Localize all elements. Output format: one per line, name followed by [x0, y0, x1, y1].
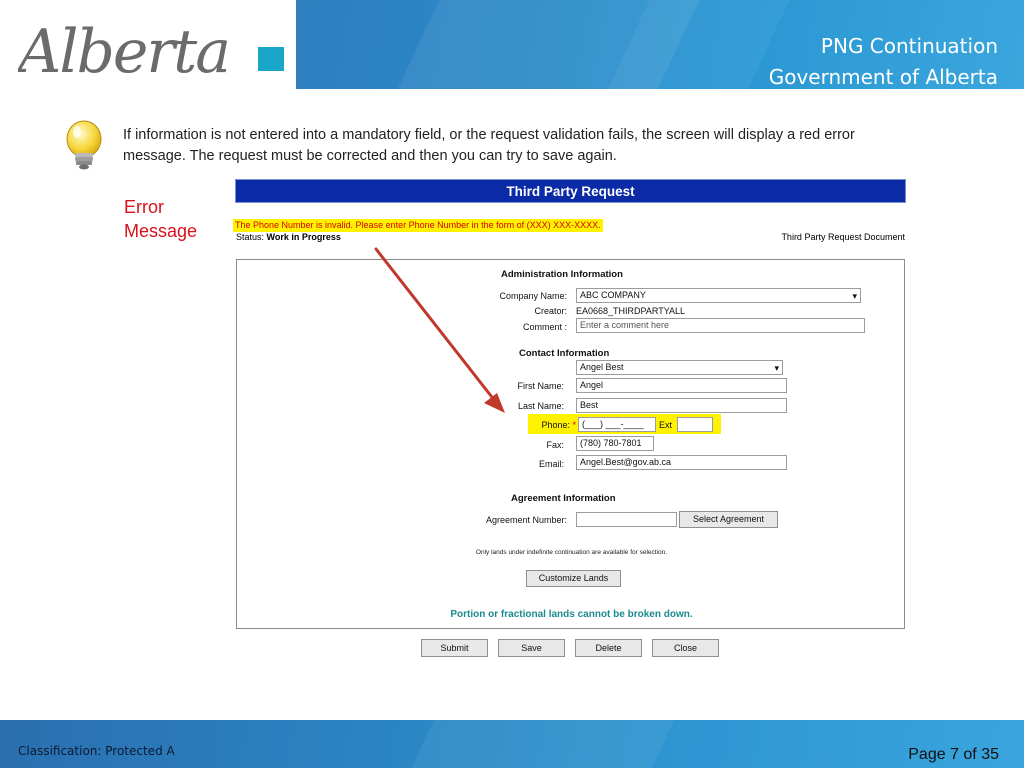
intro-text: If information is not entered into a mandatory field, or the request validation fails, the screen will display a red error message. The request must be corrected and then you can try to save again. — [123, 127, 855, 164]
logo-area — [0, 0, 296, 89]
svg-text:Alberta: Alberta — [18, 17, 229, 85]
contact-select-value: Angel Best — [580, 362, 624, 372]
creator-label: Creator: — [534, 306, 567, 316]
company-value: ABC COMPANY — [580, 290, 646, 300]
classification-label: Classification: Protected A — [18, 744, 175, 758]
last-name-input[interactable]: Best — [576, 398, 787, 413]
fax-input[interactable]: (780) 780-7801 — [576, 436, 654, 451]
agreement-number-label: Agreement Number: — [485, 515, 567, 525]
submit-button[interactable]: Submit — [421, 639, 488, 657]
contact-select[interactable] — [576, 360, 783, 375]
first-name-label: First Name: — [517, 381, 564, 391]
alberta-logo — [18, 10, 288, 85]
callout-line-1: Error — [124, 197, 164, 217]
page-number: Page 7 of 35 — [908, 746, 999, 763]
contact-section-title: Contact Information — [519, 348, 610, 359]
app-title-bar: Third Party Request — [235, 179, 906, 203]
request-status — [236, 232, 341, 242]
first-name-input[interactable]: Angel — [576, 378, 787, 393]
phone-label — [487, 420, 576, 430]
email-input[interactable]: Angel.Best@gov.ab.ca — [576, 455, 787, 470]
title-line-1: PNG Continuation — [820, 34, 998, 58]
creator-value: EA0668_THIRDPARTYALL — [576, 306, 686, 316]
save-button[interactable]: Save — [498, 639, 565, 657]
last-name-label: Last Name: — [517, 401, 564, 411]
delete-button[interactable]: Delete — [575, 639, 642, 657]
admin-section-title: Administration Information — [501, 269, 623, 280]
lightbulb-icon — [62, 119, 106, 171]
lands-note: Only lands under indefinite continuation are available for selection. — [475, 549, 668, 556]
close-button[interactable]: Close — [652, 639, 719, 657]
customize-lands-button[interactable]: Customize Lands — [526, 570, 621, 587]
header-band — [296, 0, 1024, 89]
chevron-down-icon: ▾ — [852, 291, 857, 301]
comment-label: Comment : — [522, 322, 567, 332]
validation-error-message: The Phone Number is invalid. Please enter Phone Number in the form of (XXX) XXX-XXXX. — [235, 220, 601, 230]
title-line-2: Government of Alberta — [768, 65, 998, 89]
callout-line-2: Message — [124, 221, 198, 241]
slide-footer — [0, 720, 1024, 768]
request-form — [236, 259, 905, 629]
slide-header — [0, 0, 1024, 89]
email-label: Email: — [538, 459, 564, 469]
error-message-callout — [124, 195, 197, 243]
comment-input[interactable]: Enter a comment here — [576, 318, 865, 333]
document-type: Third Party Request Document — [781, 232, 905, 242]
ext-label: Ext — [659, 420, 673, 430]
presentation-title — [769, 31, 998, 89]
select-agreement-button[interactable]: Select Agreement — [679, 511, 778, 528]
fax-label: Fax: — [546, 440, 564, 450]
company-label: Company Name: — [499, 291, 567, 301]
phone-input[interactable]: (___) ___-____ — [578, 417, 656, 432]
chevron-down-icon: ▾ — [774, 363, 779, 373]
required-marker: * — [572, 420, 576, 430]
ext-input[interactable] — [677, 417, 713, 432]
status-label: Status: — [236, 232, 265, 242]
agreement-section-title: Agreement Information — [511, 493, 616, 504]
company-select[interactable] — [576, 288, 861, 303]
status-value: Work in Progress — [266, 232, 341, 242]
agreement-number-input[interactable] — [576, 512, 677, 527]
fractional-lands-warning: Portion or fractional lands cannot be broken down. — [450, 609, 693, 620]
phone-label-text: Phone: — [541, 420, 570, 430]
